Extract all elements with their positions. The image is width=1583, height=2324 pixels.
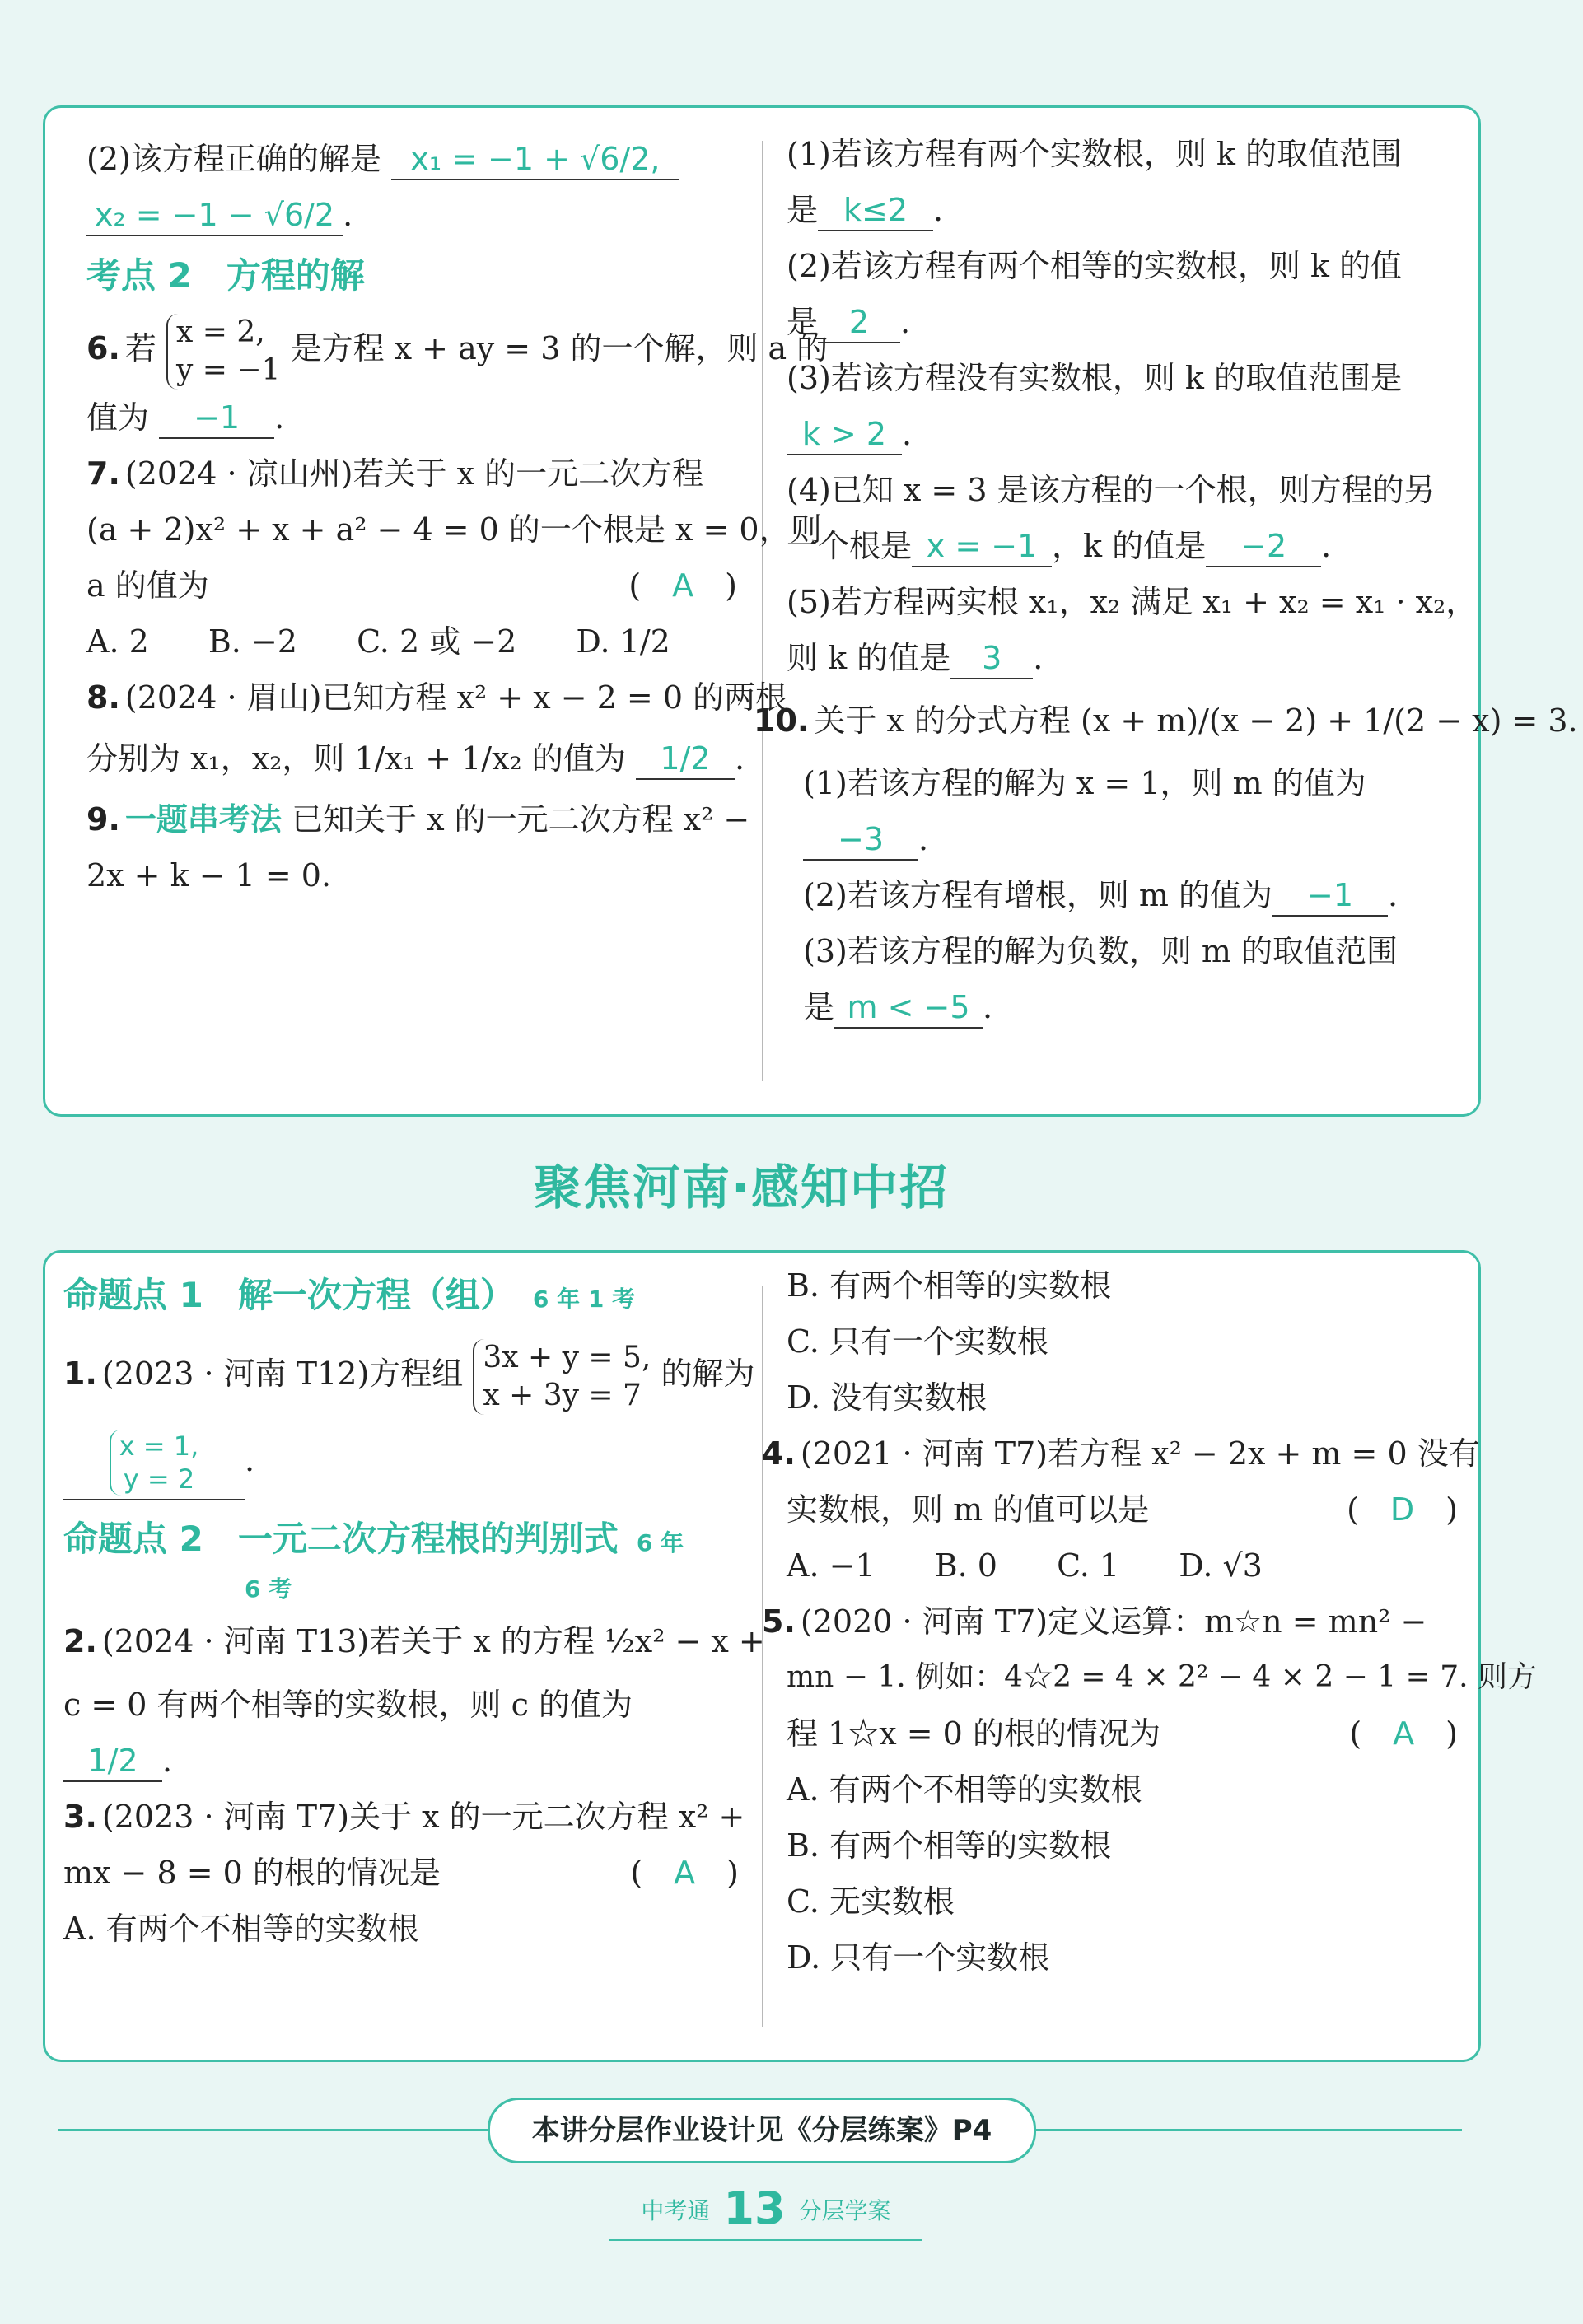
mingtidian-2-heading: 命题点 2 一元二次方程根的判别式 6 年 <box>63 1519 684 1559</box>
q9-part2-line2: 是 2 . <box>787 294 1458 350</box>
page-number: 13 <box>723 2182 786 2234</box>
q7-option-a: A. 2 <box>86 623 149 660</box>
q5-part2-answer2: x₂ = −1 − √6/2 <box>86 195 343 236</box>
q5-part2-line: (2)该方程正确的解是 x₁ = −1 + √6/2, <box>86 131 737 187</box>
b-q4-option-c: C. 1 <box>1057 1547 1120 1584</box>
b-q4-option-b: B. 0 <box>934 1547 997 1584</box>
kaodian-2-heading: 考点 2 方程的解 <box>86 255 365 296</box>
b-q4-option-a: A. −1 <box>787 1547 876 1584</box>
b-q2-answer: 1/2 <box>63 1741 162 1782</box>
b-q3-option-a: A. 有两个不相等的实数根 <box>63 1911 419 1947</box>
q8-line1: 8. (2024 · 眉山)已知方程 x² + x − 2 = 0 的两根 <box>86 679 787 716</box>
q9-part1-answer: k≤2 <box>818 190 933 231</box>
q10-part3-line2: 是 m < −5 . <box>803 979 1458 1035</box>
b-q4-line2: 实数根，则 m 的值可以是 ( D ) <box>787 1482 1458 1538</box>
mingtidian-1-heading: 命题点 1 解一次方程（组） 6 年 1 考 <box>63 1275 636 1315</box>
b-q3-line2: mx − 8 = 0 的根的情况是 ( A ) <box>63 1845 739 1901</box>
q7-line2: (a + 2)x² + x + a² − 4 = 0 的一个根是 x = 0，则 <box>86 511 822 548</box>
b-q3-option-d: D. 没有实数根 <box>787 1379 988 1416</box>
b-q4-option-d: D. √3 <box>1179 1547 1263 1584</box>
q9-part4-line2: 一个根是 x = −1 ，k 的值是 −2 . <box>787 518 1458 574</box>
q7-option-c: C. 2 或 −2 <box>357 623 517 660</box>
b-q1-system: 3x + y = 5, x + 3y = 7 <box>473 1339 651 1415</box>
q10-part3-line1: (3)若该方程的解为负数，则 m 的取值范围 <box>803 933 1399 969</box>
b-q3-option-b: B. 有两个相等的实数根 <box>787 1267 1112 1304</box>
q9-part3-line1: (3)若该方程没有实数根，则 k 的取值范围是 <box>787 360 1403 396</box>
q7-option-b: B. −2 <box>208 623 297 660</box>
q6-line2: 值为 −1 . <box>86 390 737 446</box>
b-q5-line3: 程 1☆x = 0 的根的情况为 ( A ) <box>787 1706 1458 1762</box>
q8-line2: 分别为 x₁，x₂，则 1/x₁ + 1/x₂ 的值为 1/2 . <box>86 726 737 791</box>
b-q2-line3: 1/2 . <box>63 1733 739 1789</box>
brand-left: 中考通 <box>641 2197 711 2224</box>
q10-part2-answer: −1 <box>1272 875 1388 917</box>
b-q1-line1: 1. (2023 · 河南 T12)方程组 3x + y = 5, x + 3y = 7 的解为 <box>63 1332 739 1415</box>
q9-part5-line2: 则 k 的值是 3 . <box>787 630 1458 686</box>
b-q5-option-a: A. 有两个不相等的实数根 <box>787 1771 1142 1808</box>
q7-line1: 7. (2024 · 凉山州)若关于 x 的一元二次方程 <box>86 455 704 492</box>
column-divider <box>762 141 763 1081</box>
q9-part1-line1: (1)若该方程有两个实数根，则 k 的取值范围 <box>787 136 1403 172</box>
q6-system: x = 2, y = −1 <box>166 314 280 390</box>
bottom-right-column <box>762 1258 1538 1986</box>
q9-part4-answer1: x = −1 <box>912 526 1052 567</box>
q9-part3-answer: k > 2 <box>787 414 902 455</box>
b-q5-line1: 5. (2020 · 河南 T7)定义运算：m☆n = mn² − <box>762 1603 1427 1640</box>
top-right-column <box>754 126 1578 1035</box>
mingtidian-2-count: 6 年 <box>636 1529 684 1556</box>
b-q5-answer-paren: ( A ) <box>1349 1715 1458 1752</box>
section-title: 聚焦河南·感知中招 <box>533 1160 950 1216</box>
mingtidian-2-count-line2: 6 考 <box>245 1575 292 1603</box>
q10-part1-line1: (1)若该方程的解为 x = 1，则 m 的值为 <box>803 765 1366 801</box>
b-q5-option-d: D. 只有一个实数根 <box>787 1939 1050 1976</box>
b-q4-line1: 4. (2021 · 河南 T7)若方程 x² − 2x + m = 0 没有 <box>762 1435 1480 1472</box>
brand-right: 分层学案 <box>798 2197 891 2224</box>
q9-part5-answer: 3 <box>950 638 1033 679</box>
q10-part1-answer: −3 <box>803 819 918 861</box>
page-number-bar <box>609 2182 922 2241</box>
footer-note: 本讲分层作业设计见《分层练案》P4 <box>488 2098 1036 2163</box>
footer-rule-right <box>1034 2129 1462 2131</box>
q6-line1: 6. 若 x = 2, y = −1 是方程 x + ay = 3 的一个解，则 a 的 <box>86 309 737 390</box>
q9-keyword: 一题串考法 <box>124 800 282 838</box>
top-left-column <box>86 131 829 903</box>
b-q3-answer-paren: ( A ) <box>630 1855 739 1891</box>
q9-part2-line1: (2)若该方程有两个相等的实数根，则 k 的值 <box>787 248 1403 284</box>
mingtidian-1-count: 6 年 1 考 <box>532 1286 636 1313</box>
q5-part2-answer: x₁ = −1 + √6/2, <box>391 139 679 180</box>
exercise-box-top <box>43 105 1578 1117</box>
q9-part5-line1: (5)若方程两实根 x₁，x₂ 满足 x₁ + x₂ = x₁ · x₂， <box>787 584 1478 620</box>
q7-options <box>86 614 737 670</box>
q6-answer: −1 <box>159 398 274 439</box>
b-q5-line2: mn − 1. 例如：4☆2 = 4 × 2² − 4 × 2 − 1 = 7. 则方 <box>787 1660 1538 1694</box>
q9-line2: 2x + k − 1 = 0. <box>86 856 332 894</box>
q10-part1-line2: −3 . <box>803 811 1458 867</box>
q10-line1: 10. 关于 x 的分式方程 (x + m)/(x − 2) + 1/(2 − x) = 3. <box>754 702 1578 739</box>
footer-rule-left <box>58 2129 488 2131</box>
b-q5-option-c: C. 无实数根 <box>787 1883 955 1920</box>
b-q1-answer-line: x = 1, y = 2 . <box>63 1415 739 1505</box>
q9-part1-line2: 是 k≤2 . <box>787 182 1458 238</box>
exercise-box-bottom <box>43 1250 1538 2062</box>
q9-line1: 9. 一题串考法 已知关于 x 的一元二次方程 x² − <box>86 800 750 838</box>
q9-part4-line1: (4)已知 x = 3 是该方程的一个根，则方程的另 <box>787 472 1436 508</box>
q9-part3-line2: k > 2 . <box>787 406 1458 462</box>
q7-answer-paren: ( A ) <box>628 567 737 604</box>
q10-part3-answer: m < −5 <box>834 987 983 1029</box>
b-q4-options <box>787 1538 1458 1594</box>
b-q3-option-c: C. 只有一个实数根 <box>787 1323 1048 1360</box>
q7-line3: a 的值为 ( A ) <box>86 558 737 614</box>
q9-part4-answer2: −2 <box>1206 526 1321 567</box>
b-q2-line2: c = 0 有两个相等的实数根，则 c 的值为 <box>63 1687 633 1723</box>
b-q3-line1: 3. (2023 · 河南 T7)关于 x 的一元二次方程 x² + <box>63 1799 745 1835</box>
b-q1-answer: x = 1, y = 2 <box>63 1426 245 1500</box>
q5-part2-line2: x₂ = −1 − √6/2 . <box>86 187 737 243</box>
b-q2-line1: 2. (2024 · 河南 T13)若关于 x 的方程 ½x² − x + <box>63 1623 765 1659</box>
b-q5-option-b: B. 有两个相等的实数根 <box>787 1827 1112 1864</box>
q7-option-d: D. 1/2 <box>576 623 670 660</box>
q10-part2-line: (2)若该方程有增根，则 m 的值为 −1 . <box>803 867 1458 923</box>
q9-part2-answer: 2 <box>818 302 900 343</box>
q8-answer: 1/2 <box>636 739 735 780</box>
b-q4-answer-paren: ( D ) <box>1347 1491 1458 1528</box>
bottom-left-column <box>63 1262 765 1957</box>
